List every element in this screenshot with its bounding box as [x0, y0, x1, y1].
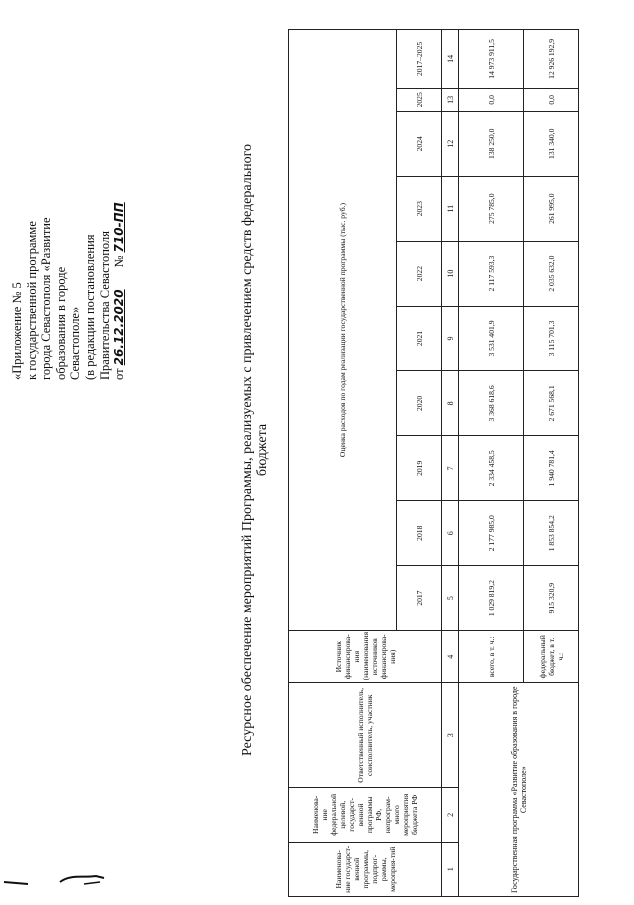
- year-cell: 2022: [397, 241, 442, 306]
- value-cell: 3 115 701,3: [524, 306, 579, 371]
- source-cell: всего, в т. ч.:: [459, 631, 524, 683]
- year-cell: 2024: [397, 111, 442, 176]
- document-title: [240, 55, 270, 845]
- header-program: Наименова-ние государст-венной программы, подпрог-раммы, мероприя-тий: [289, 842, 442, 896]
- value-cell: 2 671 568,1: [524, 371, 579, 436]
- header-row: [289, 30, 397, 897]
- column-number: 8: [442, 371, 459, 436]
- value-cell: 0,0: [524, 88, 579, 111]
- year-cell: 2025: [397, 88, 442, 111]
- appendix-line: Севастополе»: [68, 306, 83, 380]
- column-number: 5: [442, 566, 459, 631]
- value-cell: 14 973 911,5: [459, 30, 524, 89]
- column-number: 10: [442, 241, 459, 306]
- header-federal-program: Наименова-ние федеральной целевой, государст-венной программы РФ, непрограм-много мероприятия бюджета РФ: [289, 788, 442, 842]
- header-source: Источник финансирова-ния (наименования источников финансирова-ния): [289, 631, 442, 683]
- program-name-cell: Государственная программа «Развитие образования в городе Севастополе»: [459, 683, 579, 897]
- value-cell: 2 035 632,0: [524, 241, 579, 306]
- column-number-row: [442, 30, 459, 897]
- handwritten-signature-mark: [0, 860, 130, 900]
- value-cell: 0,0: [459, 88, 524, 111]
- value-cell: 2 177 985,0: [459, 501, 524, 566]
- year-cell: 2023: [397, 176, 442, 241]
- value-cell: 1 853 854,2: [524, 501, 579, 566]
- appendix-line: города Севастополя «Развитие: [39, 217, 54, 380]
- column-number: 3: [442, 683, 459, 788]
- year-cell: 2017–2025: [397, 30, 442, 89]
- value-cell: 1 940 781,4: [524, 436, 579, 501]
- appendix-note: [10, 50, 127, 380]
- table-row: [459, 30, 524, 897]
- resource-table: [288, 29, 579, 897]
- value-cell: 915 320,9: [524, 566, 579, 631]
- value-cell: 131 340,0: [524, 111, 579, 176]
- appendix-line: к государственной программе: [24, 221, 39, 380]
- value-cell: 3 531 401,9: [459, 306, 524, 371]
- appendix-line: образования в городе: [53, 266, 68, 380]
- column-number: 11: [442, 176, 459, 241]
- year-cell: 2019: [397, 436, 442, 501]
- value-cell: 12 926 192,9: [524, 30, 579, 89]
- column-number: 13: [442, 88, 459, 111]
- handwritten-date: 26.12.2020: [112, 289, 127, 366]
- column-number: 9: [442, 306, 459, 371]
- header-estimate: Оценка расходов по годам реализации государственной программы (тыс. руб.): [289, 30, 397, 631]
- column-number: 1: [442, 842, 459, 896]
- appendix-line: «Приложение № 5: [10, 282, 24, 380]
- number-label: №: [112, 255, 127, 268]
- year-cell: 2018: [397, 501, 442, 566]
- year-cell: 2021: [397, 306, 442, 371]
- column-number: 4: [442, 631, 459, 683]
- year-cell: 2020: [397, 371, 442, 436]
- handwritten-number: 710-ПП: [112, 202, 127, 253]
- value-cell: 2 117 593,3: [459, 241, 524, 306]
- value-cell: 1 029 819,2: [459, 566, 524, 631]
- title-line: бюджета: [255, 423, 270, 477]
- appendix-date-line: [112, 50, 127, 380]
- column-number: 6: [442, 501, 459, 566]
- column-number: 2: [442, 788, 459, 842]
- year-cell: 2017: [397, 566, 442, 631]
- source-cell: федеральный бюджет, в т. ч.:: [524, 631, 579, 683]
- column-number: 12: [442, 111, 459, 176]
- value-cell: 275 785,0: [459, 176, 524, 241]
- from-label: от: [112, 368, 127, 380]
- value-cell: 138 250,0: [459, 111, 524, 176]
- value-cell: 261 995,0: [524, 176, 579, 241]
- appendix-line: Правительства Севастополя: [97, 231, 112, 380]
- value-cell: 3 368 618,6: [459, 371, 524, 436]
- column-number: 14: [442, 30, 459, 89]
- column-number: 7: [442, 436, 459, 501]
- title-line: Ресурсное обеспечение мероприятий Программы, реализуемых с привлечением средств федерального: [240, 144, 255, 756]
- value-cell: 2 334 458,5: [459, 436, 524, 501]
- header-executor: Ответственный исполнитель, соисполнитель, участник: [289, 683, 442, 788]
- appendix-line: (в редакции постановления: [82, 234, 97, 380]
